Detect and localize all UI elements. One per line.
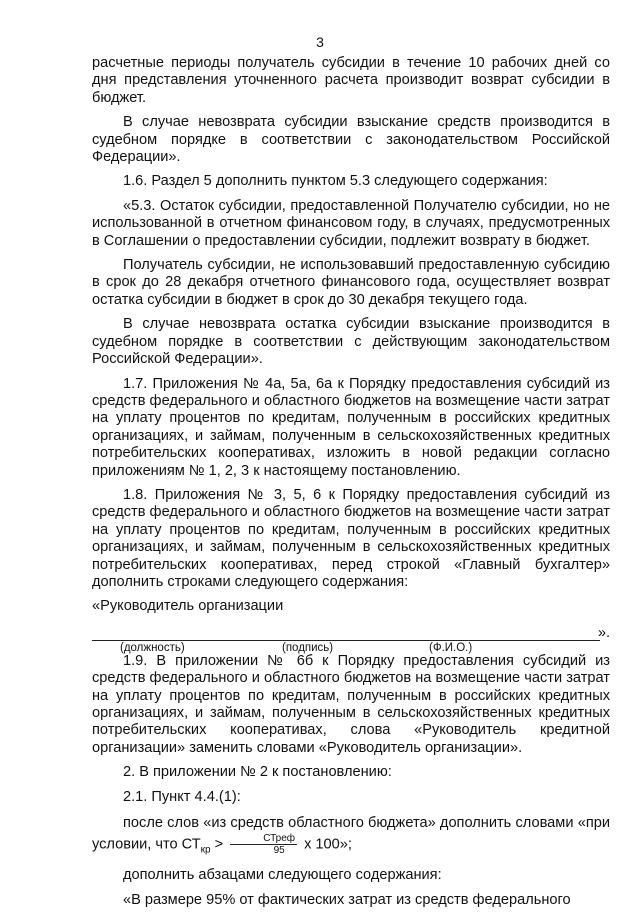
paragraph: 1.8. Приложения № 3, 5, 6 к Порядку предоставления субсидий из средств федерального и областного бюджетов на возмещение части затрат на уплату процентов по кредитам, полученным в российских кредитных организациях, и займам, полученным в сельскохозяйственных кредитных потребительских кооперативах, перед строкой «Главный бухгалтер» дополнить строками следующего содержания: <box>92 486 610 590</box>
paragraph: 1.7. Приложения № 4а, 5а, 6а к Порядку предоставления субсидий из средств федерального и областного бюджетов на возмещение части затрат на уплату процентов по кредитам, полученным в российских кредитных организациях, и займам, полученным в сельскохозяйственных кредитных потребительских кооперативах, изложить в новой редакции согласно приложениям № 1, 2, 3 к настоящему постановлению. <box>92 375 610 479</box>
paragraph: «5.3. Остаток субсидии, предоставленной Получателю субсидии, но не использованной в отчетном финансовом году, в случаях, предусмотренных в Соглашении о предоставлении субсидии, подлежит возврату в бюджет. <box>92 197 610 249</box>
fraction-denominator: 95 <box>273 845 285 857</box>
formula-subscript: кр <box>200 844 211 856</box>
signature-block <box>92 623 610 654</box>
caption-position: (должность) <box>120 641 185 654</box>
caption-signature: (подпись) <box>282 641 334 654</box>
paragraph: расчетные периоды получатель субсидии в течение 10 рабочих дней со дня представления уточненного расчета производит возврат субсидии в бюджет. <box>92 55 610 106</box>
paragraph: В случае невозврата субсидии взыскание средств производится в судебном порядке в соответствии с законодательством Российской Федерации». <box>92 114 610 166</box>
formula-text-after: х 100»; <box>300 836 352 853</box>
formula-paragraph <box>92 813 610 860</box>
paragraph: 1.9. В приложении № 6б к Порядку предоставления субсидий из средств федерального и областного бюджетов на возмещение части затрат на уплату процентов по кредитам, полученным в российских кредитных организациях, и займам, полученным в сельскохозяйственных кредитных потребительских кооперативах, слова «Руководитель кредитной организации» заменить словами «Руководитель организации». <box>92 652 610 756</box>
signature-end-mark: ». <box>597 624 610 641</box>
signature-rule <box>92 640 600 641</box>
paragraph: 1.6. Раздел 5 дополнить пунктом 5.3 следующего содержания: <box>123 173 548 190</box>
fraction-numerator: СТреф <box>230 833 297 845</box>
paragraph: 2. В приложении № 2 к постановлению: <box>123 764 392 781</box>
paragraph: дополнить абзацами следующего содержания: <box>123 867 442 884</box>
page-number: 3 <box>316 34 324 50</box>
paragraph: «В размере 95% от фактических затрат из средств федерального <box>123 891 571 908</box>
caption-full-name: (Ф.И.О.) <box>429 641 473 654</box>
paragraph: В случае невозврата остатка субсидии взыскание производится в судебном порядке в соответствии с действующим законодательством Российской Федерации». <box>92 316 610 368</box>
formula-relation: > <box>210 836 228 853</box>
formula-text-before: после слов «из средств областного бюджета» дополнить словами «при условии, что СТ <box>92 815 610 853</box>
paragraph: 2.1. Пункт 4.4.(1): <box>123 788 241 805</box>
paragraph: «Руководитель организации <box>92 598 284 615</box>
paragraph: Получатель субсидии, не использовавший предоставленную субсидию в срок до 28 декабря отчетного финансового года, осуществляет возврат остатка субсидии в бюджет в срок до 30 декабря текущего года. <box>92 257 610 308</box>
formula-fraction <box>230 833 297 856</box>
document-body <box>92 55 610 916</box>
